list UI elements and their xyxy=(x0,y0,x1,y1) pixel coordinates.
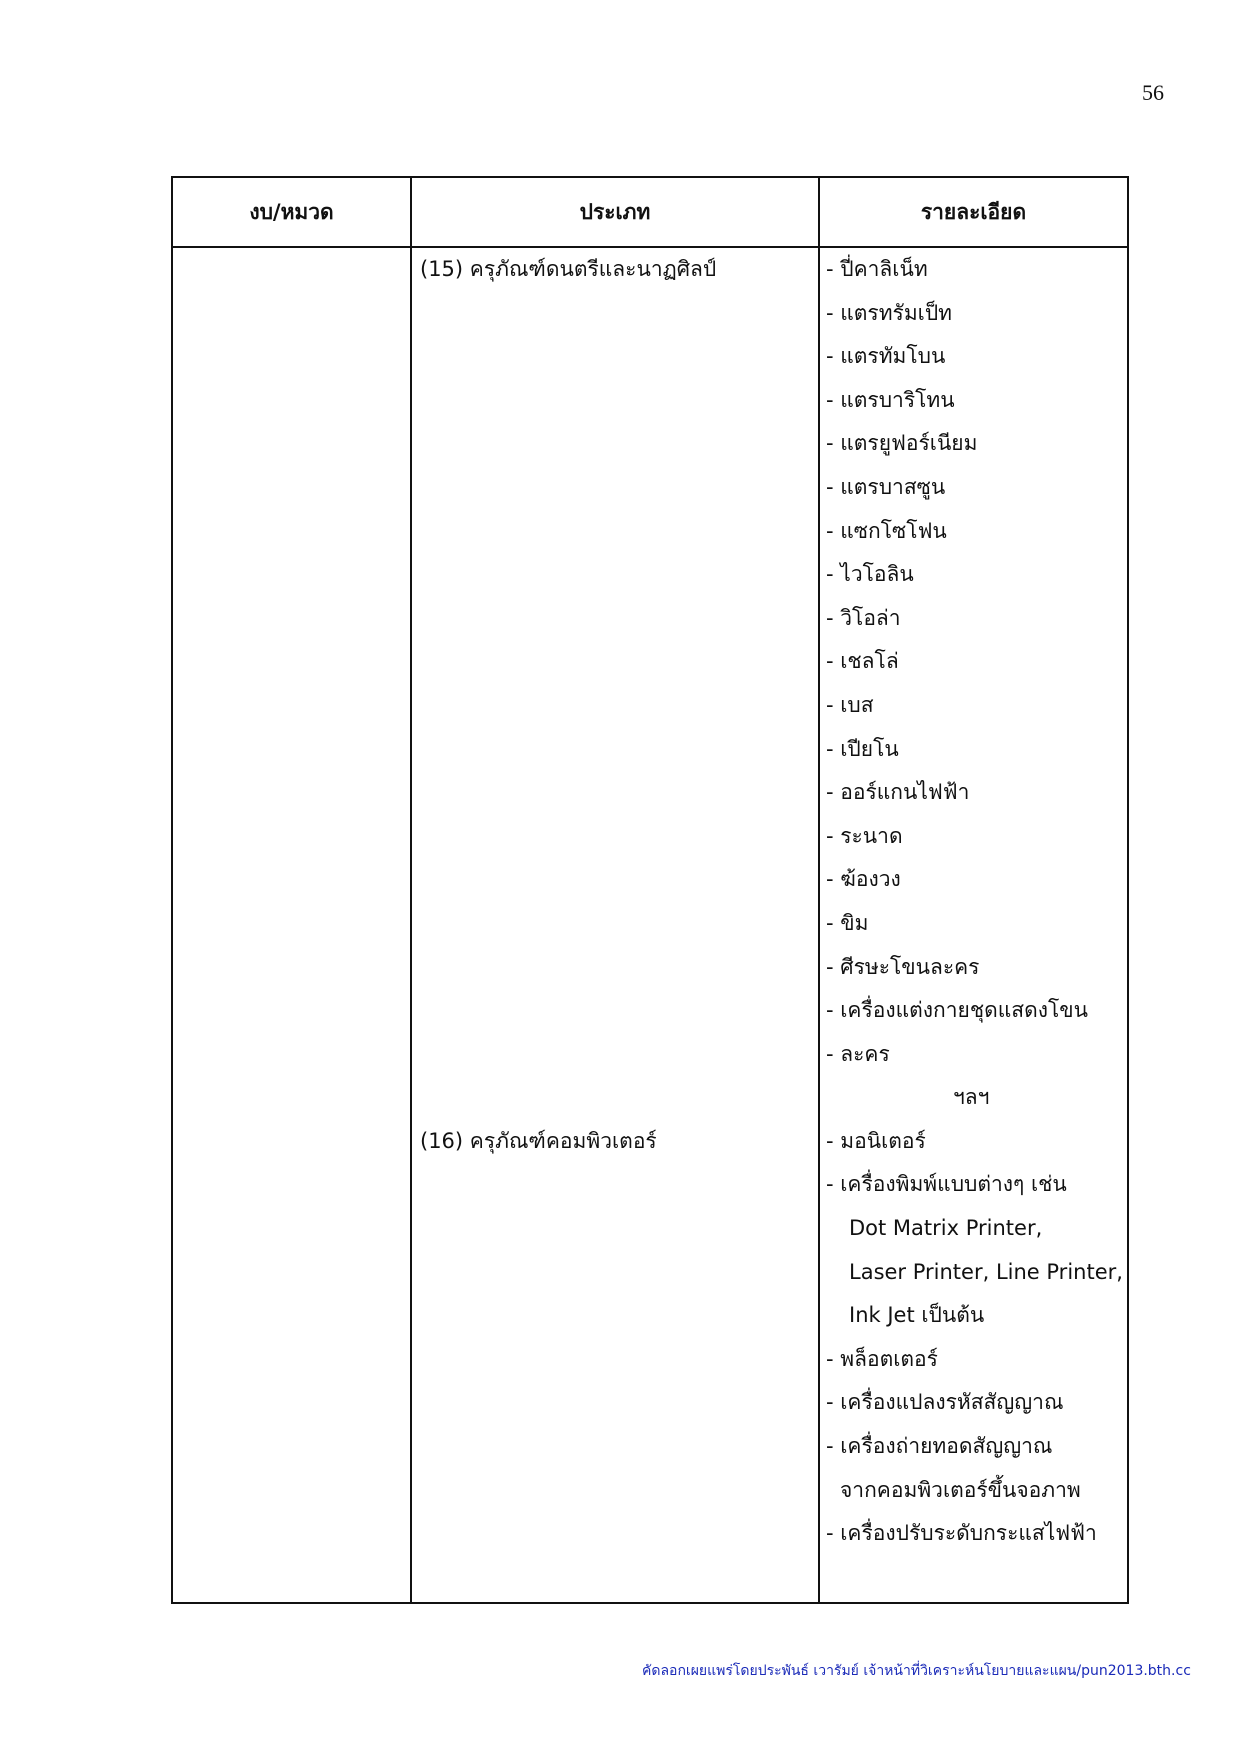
footer-credit: คัดลอกเผยแพร่โดยประพันธ์ เวารัมย์ เจ้าหน้าที่วิเคราะห์นโยบายและแผน/pun2013.bth.cc xyxy=(642,1663,1191,1679)
detail-item: - แตรบาสซูน xyxy=(826,474,946,499)
detail-item-continuation: Ink Jet เป็นต้น xyxy=(849,1303,985,1328)
detail-item: - เปียโน xyxy=(826,736,899,761)
column-divider-2 xyxy=(818,178,820,1602)
detail-item: - ปี่คาลิเน็ท xyxy=(826,257,928,281)
detail-item: - วิโอล่า xyxy=(826,605,901,630)
detail-item: - พล็อตเตอร์ xyxy=(826,1346,938,1371)
detail-item: - ขิม xyxy=(826,910,869,935)
column-divider-1 xyxy=(410,178,412,1602)
etc-marker: ฯลฯ xyxy=(953,1085,990,1110)
header-details: รายละเอียด xyxy=(920,200,1027,224)
detail-item-continuation: Dot Matrix Printer, xyxy=(849,1216,1043,1241)
detail-item: - ละคร xyxy=(826,1041,890,1066)
detail-item: - แตรบาริโทน xyxy=(826,387,955,412)
type-item-computer: (16) ครุภัณฑ์คอมพิวเตอร์ xyxy=(420,1128,657,1153)
type-item-music: (15) ครุภัณฑ์ดนตรีและนาฏศิลป์ xyxy=(420,257,717,281)
detail-item: - แซกโซโฟน xyxy=(826,518,947,543)
item-category-table xyxy=(171,176,1129,1604)
header-type: ประเภท xyxy=(579,200,651,224)
detail-item: - เครื่องถ่ายทอดสัญญาณ xyxy=(826,1434,1053,1459)
page-number: 56 xyxy=(1142,80,1164,105)
detail-item: - เครื่องแปลงรหัสสัญญาณ xyxy=(826,1390,1064,1415)
detail-item: - เครื่องพิมพ์แบบต่างๆ เช่น xyxy=(826,1172,1067,1197)
detail-item: - แตรทรัมเป็ท xyxy=(826,300,953,325)
detail-item: - ออร์แกนไฟฟ้า xyxy=(826,780,970,805)
detail-item: - ศีรษะโขนละคร xyxy=(826,954,980,979)
detail-item: - เครื่องแต่งกายชุดแสดงโขน xyxy=(826,998,1088,1023)
detail-item: - ไวโอลิน xyxy=(826,562,914,587)
detail-item: - ฆ้องวง xyxy=(826,867,901,892)
detail-item: - เบส xyxy=(826,692,874,717)
detail-item: - แตรทัมโบน xyxy=(826,344,946,369)
type-column xyxy=(420,248,810,1163)
detail-item-continuation: Laser Printer, Line Printer, xyxy=(849,1259,1123,1284)
detail-column xyxy=(826,248,1126,1556)
detail-item: - เครื่องปรับระดับกระแสไฟฟ้า xyxy=(826,1521,1097,1546)
detail-item: - มอนิเตอร์ xyxy=(826,1128,926,1153)
detail-item: - เชลโล่ xyxy=(826,649,899,674)
detail-item-continuation: จากคอมพิวเตอร์ขึ้นจอภาพ xyxy=(840,1477,1081,1502)
table-header-row xyxy=(173,178,1127,248)
detail-item: - ระนาด xyxy=(826,823,903,848)
header-budget-category: งบ/หมวด xyxy=(249,200,334,224)
detail-item: - แตรยูฟอร์เนียม xyxy=(826,431,978,456)
